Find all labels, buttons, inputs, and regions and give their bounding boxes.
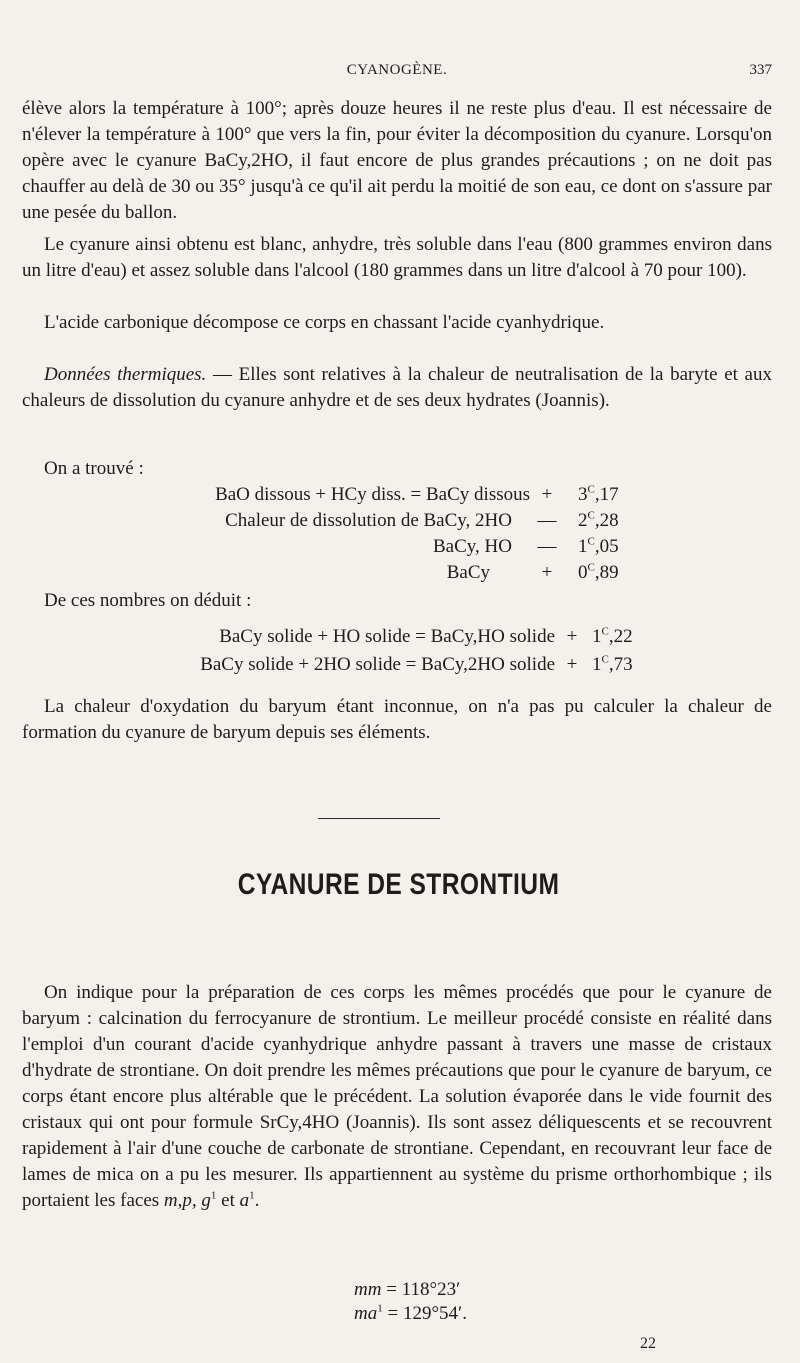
equation-left: BaCy (446, 562, 490, 583)
equation-value: $2^C,28$ (578, 509, 619, 531)
paragraph-1: élève alors la température à 100°; après douze heures il ne reste plus d'eau. Il est nécessaire de n'élever la température à 100° que vers la fin, pour éviter la décomposition du cyanure. Lorsqu'on opère avec le cyanure BaCy,2HO, il faut encore de plus grandes précautions ; on ne doit pas chauffer au delà de 30 ou 35° jusqu'à ce qu'il ait perdu la moitié de son eau, ce dont on s'assure par une pesée du ballon. (22, 98, 772, 223)
section-divider (318, 818, 440, 819)
on-a-trouve: On a trouvé : (44, 458, 144, 479)
paragraph-2: Le cyanure ainsi obtenu est blanc, anhydre, très soluble dans l'eau (800 grammes environ dans un litre d'eau) et assez soluble dans l'alcool (180 grammes dans un litre d'alcool à 70 pour 100). (22, 234, 772, 281)
section-title: CYANURE DE STRONTIUM (237, 868, 560, 901)
page-number: 337 (749, 62, 772, 78)
equation-left: BaCy, HO (433, 536, 512, 557)
equation-value: $1^C,73$ (592, 653, 633, 675)
angle-row: mm = 118°23′ (354, 1279, 461, 1300)
thermal-data-heading: Données thermiques. (44, 364, 207, 385)
equation-left: Chaleur de dissolution de BaCy, 2HO (225, 510, 512, 531)
running-title: CYANOGÈNE. (346, 62, 448, 78)
equation-sign: + (541, 484, 553, 505)
thermal-data-text: — Elles sont relatives à la chaleur de neutralisation de la baryte et aux chaleurs de dissolution du cyanure anhydre et de ses deux hydrates (Joannis). (22, 364, 772, 411)
equation-sign: — (537, 536, 557, 557)
equation-left: BaCy solide + HO solide = BaCy,HO solide (219, 626, 555, 647)
paragraph-oxidation: La chaleur d'oxydation du baryum étant inconnue, on n'a pas pu calculer la chaleur de formation du cyanure de baryum depuis ses éléments. (22, 696, 772, 743)
angle-row: $ma^1 = 129^\circ 54'$. (354, 1302, 467, 1324)
paragraph-strontium: On indique pour la préparation de ces corps les mêmes procédés que pour le cyanure de baryum : calcination du ferrocyanure de strontium. Le meilleur procédé consiste en réalité dans l'emploi d'un courant d'acide cyanhydrique anhydre passant à travers une masse de cristaux d'hydrate de strontiane. On doit prendre les mêmes précautions que pour le cyanure de baryum, ce corps étant encore plus altérable que le précédent. La solution évaporée dans le vide fournit des cristaux qui ont pour formule SrCy,4HO (Joannis). Ils sont assez déliquescents et se recouvrent rapidement à l'air d'une couche de carbonate de strontiane. Cependant, en recouvrant leur face de lames de mica on a pu les mesurer. Ils appartiennent au système du prisme orthorhombique ; ils portaient les faces m,p, $g^1$ et $a^1$. (22, 982, 772, 1211)
equation-sign: + (566, 654, 578, 675)
running-header (22, 62, 772, 86)
paragraph-thermal-data (22, 362, 772, 414)
equation-left: BaO dissous + HCy diss. = BaCy dissous (215, 484, 530, 505)
de-ces-nombres: De ces nombres on déduit : (44, 590, 252, 611)
equation-sign: + (566, 626, 578, 647)
equation-value: $3^C,17$ (578, 483, 619, 505)
equation-value: $1^C,22$ (592, 625, 633, 647)
equation-value: $0^C,89$ (578, 561, 619, 583)
equation-sign: — (537, 510, 557, 531)
equation-left: BaCy solide + 2HO solide = BaCy,2HO solide (200, 654, 555, 675)
paragraph-3: L'acide carbonique décompose ce corps en chassant l'acide cyanhydrique. (44, 312, 605, 333)
signature-mark: 22 (640, 1335, 656, 1352)
equation-value: $1^C,05$ (578, 535, 619, 557)
equation-sign: + (541, 562, 553, 583)
